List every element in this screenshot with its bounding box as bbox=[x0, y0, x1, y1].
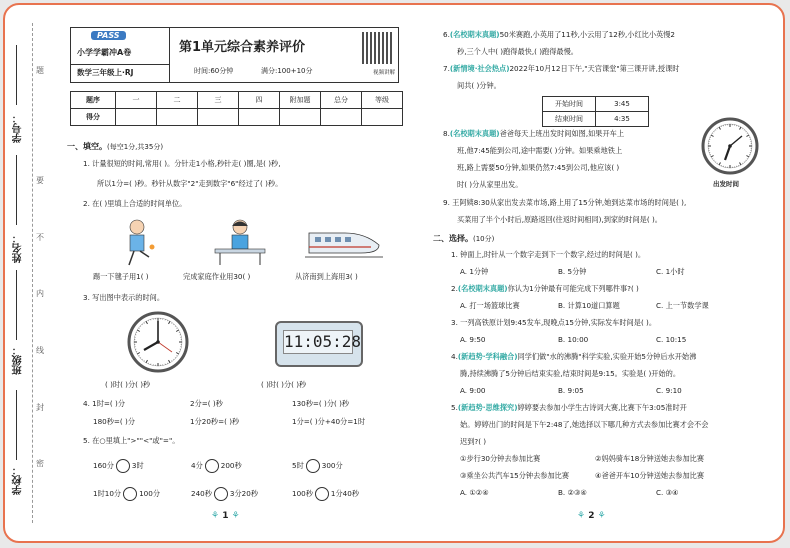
q5-right: 3时 bbox=[131, 461, 144, 470]
score-header: 题序 bbox=[71, 92, 116, 109]
q8-line1 bbox=[443, 129, 624, 139]
full-score: 满分:100+10分 bbox=[261, 67, 313, 75]
q7-line2: 间共( )分钟。 bbox=[457, 81, 501, 90]
q5-left: 100秒 bbox=[292, 489, 313, 498]
q-tag: (新趋势·学科融合) bbox=[457, 352, 518, 361]
section-choice-title bbox=[433, 233, 494, 244]
q5-left: 1时10分 bbox=[93, 489, 122, 498]
train-image bbox=[305, 225, 383, 261]
score-cell[interactable] bbox=[239, 109, 280, 126]
q2-choice3: 从济南到上海用3( ) bbox=[295, 272, 358, 281]
q-tag: (新趋势·思维探究) bbox=[457, 403, 518, 412]
q5-left: 5时 bbox=[292, 461, 304, 470]
leaf-icon: ⚘ bbox=[577, 511, 586, 521]
c2-opt-a[interactable]: A. 打一场篮球比赛 bbox=[460, 301, 520, 310]
section-note: (每空1分,共35分) bbox=[107, 143, 164, 151]
score-cell[interactable] bbox=[362, 109, 403, 126]
q5-item bbox=[93, 487, 160, 501]
compare-circle[interactable] bbox=[306, 459, 320, 473]
q8-line2: 班,他7:45能到公司,途中需要( )分钟。如果乘地铁上 bbox=[457, 146, 623, 155]
binding-char: 线 bbox=[36, 346, 44, 355]
c4-opt-a[interactable]: A. 9:00 bbox=[460, 386, 486, 395]
section-fill-title bbox=[67, 141, 163, 152]
q5-item bbox=[191, 459, 242, 473]
time-label: 结束时间 bbox=[543, 112, 596, 127]
q-text: 同学们做"水的沸腾"科学实验,实验开始5分钟后水开始沸 bbox=[517, 352, 697, 361]
score-header: 一 bbox=[116, 92, 157, 109]
score-row-label: 得分 bbox=[71, 109, 116, 126]
page-number-1 bbox=[211, 511, 240, 521]
student-id-label: 学号： bbox=[13, 113, 24, 143]
c1-opt-a[interactable]: A. 1分钟 bbox=[460, 267, 489, 276]
q9-line1: 9. 王阿姨8:30从家出发去菜市场,路上用了15分钟,她到达菜市场的时间是( ), bbox=[443, 198, 687, 207]
score-header: 四 bbox=[239, 92, 280, 109]
q8-line4: 时( )分从家里出发。 bbox=[457, 180, 523, 189]
section-title: 一、填空。 bbox=[67, 142, 107, 151]
class-time-table bbox=[542, 96, 649, 127]
q-tag: (名校期末真题) bbox=[449, 30, 500, 39]
c5-op4: ④爸爸开车10分钟送她去参加比赛 bbox=[595, 471, 705, 480]
score-cell[interactable] bbox=[198, 109, 239, 126]
q4-r2-b: 1分20秒=( )秒 bbox=[190, 417, 240, 426]
binding-strip bbox=[5, 5, 57, 541]
c3-question: 3. 一列高铁原计划9:45发车,现晚点15分钟,实际发车时间是( )。 bbox=[451, 318, 657, 327]
q5-left: 240秒 bbox=[191, 489, 212, 498]
c4-line1: 4.(新趋势·学科融合)同学们做"水的沸腾"科学实验,实验开始5分钟后水开始沸 bbox=[451, 352, 697, 361]
section-note: (10分) bbox=[473, 235, 495, 243]
score-header: 附加题 bbox=[280, 92, 321, 109]
q3-answer2: ( )时( )分( )秒 bbox=[261, 380, 307, 389]
compare-circle[interactable] bbox=[315, 487, 329, 501]
q4-r2-a: 180秒=( )分 bbox=[93, 417, 136, 426]
clock-caption: 出发时间 bbox=[713, 180, 739, 188]
c3-opt-a[interactable]: A. 9:50 bbox=[460, 335, 486, 344]
page-title: 第1单元综合素养评价 bbox=[179, 40, 306, 55]
q2-choice1: 踢一下毽子用1( ) bbox=[93, 272, 149, 281]
time-value: 3:45 bbox=[596, 97, 649, 112]
c3-opt-b[interactable]: B. 10:00 bbox=[558, 335, 589, 344]
q3-text: 3. 写出图中表示的时间。 bbox=[83, 293, 165, 302]
exam-header bbox=[70, 27, 399, 83]
qr-caption: 视频讲解 bbox=[372, 70, 395, 76]
exam-sheet bbox=[3, 3, 785, 543]
page-number-value: 2 bbox=[588, 511, 595, 521]
q1-line2: 所以1分=( )秒。秒针从数字"2"走到数字"6"经过了( )秒。 bbox=[97, 179, 283, 188]
compare-circle[interactable] bbox=[116, 459, 130, 473]
class-field[interactable] bbox=[16, 270, 17, 340]
q4-r1-c: 130秒=( )分( )秒 bbox=[292, 399, 350, 408]
time-limit: 时间:60分钟 bbox=[194, 67, 234, 75]
binding-char: 内 bbox=[36, 289, 44, 298]
section-title: 二、选择。 bbox=[433, 234, 473, 243]
c5-opt-b[interactable]: B. ②③④ bbox=[558, 488, 587, 497]
c5-line1: 5.(新趋势·思维探究)婷婷要去参加小学生古诗词大赛,比赛下午3:05准时开 bbox=[451, 403, 687, 412]
q5-right: 3分20秒 bbox=[229, 489, 259, 498]
binding-char: 不 bbox=[36, 233, 44, 242]
binding-char: 封 bbox=[36, 403, 44, 412]
class-label: 班级： bbox=[13, 345, 24, 375]
q6-line1 bbox=[443, 30, 675, 40]
c5-op2: ②妈妈骑车18分钟送她去参加比赛 bbox=[595, 454, 705, 463]
name-label: 姓名： bbox=[13, 233, 24, 263]
q5-left: 4分 bbox=[191, 461, 203, 470]
score-header: 总分 bbox=[321, 92, 362, 109]
q1-line1: 1. 计量很短的时间,常用( )。分针走1小格,秒针走( )圈,是( )秒, bbox=[83, 159, 281, 168]
score-cell[interactable] bbox=[157, 109, 198, 126]
score-header: 三 bbox=[198, 92, 239, 109]
c2-opt-c[interactable]: C. 上一节数学课 bbox=[656, 301, 709, 310]
leaf-icon: ⚘ bbox=[211, 511, 220, 521]
compare-circle[interactable] bbox=[214, 487, 228, 501]
qr-code[interactable] bbox=[362, 32, 394, 64]
q2-choice2: 完成家庭作业用30( ) bbox=[183, 272, 251, 281]
q4-r2-c: 1分=( )分+40分=1时 bbox=[292, 417, 366, 426]
score-header: 等级 bbox=[362, 92, 403, 109]
c4-line2: 腾,持续沸腾了5分钟后结束实验,结束时间是9:15。实验是( )开始的。 bbox=[460, 369, 681, 378]
q-num: 6. bbox=[443, 30, 450, 39]
brand-logo: PASS bbox=[91, 31, 126, 40]
c3-opt-c[interactable]: C. 10:15 bbox=[656, 335, 687, 344]
q5-right: 1分40秒 bbox=[330, 489, 360, 498]
school-label: 学校： bbox=[13, 465, 24, 495]
binding-char: 密 bbox=[36, 459, 44, 468]
binding-char: 题 bbox=[36, 66, 44, 75]
compare-circle[interactable] bbox=[123, 487, 137, 501]
q-num: 7. bbox=[443, 64, 450, 73]
analog-clock bbox=[127, 311, 189, 373]
q-text: 你认为1分钟最有可能完成下列哪件事?( ) bbox=[507, 284, 639, 293]
q-tag: (名校期末真题) bbox=[449, 129, 500, 138]
q-text: 50米赛跑,小英用了11秒,小云用了12秒,小红比小英慢2 bbox=[499, 30, 675, 39]
time-value: 4:35 bbox=[596, 112, 649, 127]
q5-item bbox=[191, 487, 258, 501]
q9-line2: 买菜用了半个小时后,原路返回(往返时间相同),到家的时间是( )。 bbox=[457, 215, 662, 224]
q5-right: 300分 bbox=[321, 461, 343, 470]
q3-answer1: ( )时( )分( )秒 bbox=[105, 380, 151, 389]
q-tag: (新情境·社会热点) bbox=[449, 64, 510, 73]
score-cell[interactable] bbox=[116, 109, 157, 126]
departure-clock bbox=[701, 117, 759, 175]
q-tag: (名校期末真题) bbox=[457, 284, 508, 293]
school-field[interactable] bbox=[16, 390, 17, 460]
c4-opt-b[interactable]: B. 9:05 bbox=[558, 386, 584, 395]
q5-left: 160分 bbox=[93, 461, 114, 470]
name-field[interactable] bbox=[16, 155, 17, 225]
q8-line3: 班,路上需要50分钟,如果仍然7:45到公司,他应该( ) bbox=[457, 163, 620, 172]
score-table bbox=[70, 91, 403, 126]
c5-op3: ③乘坐公共汽车15分钟去参加比赛 bbox=[460, 471, 570, 480]
leaf-icon: ⚘ bbox=[231, 511, 240, 521]
series-badge bbox=[71, 28, 170, 82]
c2-opt-b[interactable]: B. 计算10道口算题 bbox=[558, 301, 620, 310]
q-text: 婷婷要去参加小学生古诗词大赛,比赛下午3:05准时开 bbox=[517, 403, 687, 412]
c1-opt-c[interactable]: C. 1小时 bbox=[656, 267, 685, 276]
digital-clock-readout: 11:05:28 bbox=[283, 330, 353, 354]
score-cell[interactable] bbox=[280, 109, 321, 126]
page-number-2 bbox=[577, 511, 606, 521]
q2-text: 2. 在( )里填上合适的时间单位。 bbox=[83, 199, 187, 208]
time-label: 开始时间 bbox=[543, 97, 596, 112]
q4-r1-b: 2分=( )秒 bbox=[190, 399, 223, 408]
grade-label: 数学三年级上·RJ bbox=[77, 68, 134, 77]
c5-line3: 迟到?( ) bbox=[460, 437, 487, 446]
leaf-icon: ⚘ bbox=[597, 511, 606, 521]
q4-r1-a: 4. 1时=( )分 bbox=[83, 399, 126, 408]
q-text: 爸爸每天上班出发时间如图,如果开车上 bbox=[499, 129, 625, 138]
score-cell[interactable] bbox=[321, 109, 362, 126]
q-num: 8. bbox=[443, 129, 450, 138]
q7-line1 bbox=[443, 64, 679, 74]
q5-right: 200秒 bbox=[220, 461, 242, 470]
c2-question: 2.(名校期末真题)你认为1分钟最有可能完成下列哪件事?( ) bbox=[451, 284, 639, 293]
homework-image bbox=[210, 217, 270, 267]
c1-opt-b[interactable]: B. 5分钟 bbox=[558, 267, 587, 276]
series-name: 小学学霸冲A卷 bbox=[77, 48, 132, 57]
c4-opt-c[interactable]: C. 9:10 bbox=[656, 386, 682, 395]
binding-char: 要 bbox=[36, 176, 44, 185]
compare-circle[interactable] bbox=[205, 459, 219, 473]
c5-op1: ①步行30分钟去参加比赛 bbox=[460, 454, 541, 463]
q-text: 2022年10月12日下午,"天宫课堂"第三课开讲,授课时 bbox=[509, 64, 680, 73]
q5-item bbox=[292, 487, 359, 501]
digital-clock bbox=[275, 321, 363, 367]
score-header: 二 bbox=[157, 92, 198, 109]
c5-opt-c[interactable]: C. ③④ bbox=[656, 488, 679, 497]
q6-line2: 秒,三个人中( )跑得最快,( )跑得最慢。 bbox=[457, 47, 578, 56]
page-number-value: 1 bbox=[222, 511, 229, 521]
q5-text: 5. 在○里填上">""<"或"="。 bbox=[83, 436, 180, 445]
q5-right: 100分 bbox=[139, 489, 161, 498]
c5-line2: 始。婷婷出门的时间是下午2:48了,她选择以下哪几种方式去参加比赛才会不会 bbox=[460, 420, 709, 429]
q5-item bbox=[292, 459, 343, 473]
kick-shuttlecock-image bbox=[117, 217, 157, 267]
q5-item bbox=[93, 459, 144, 473]
student-id-field[interactable] bbox=[16, 45, 17, 105]
c1-question: 1. 钟面上,时针从一个数字走到下一个数字,经过的时间是( )。 bbox=[451, 250, 646, 259]
c5-opt-a[interactable]: A. ①②④ bbox=[460, 488, 489, 497]
